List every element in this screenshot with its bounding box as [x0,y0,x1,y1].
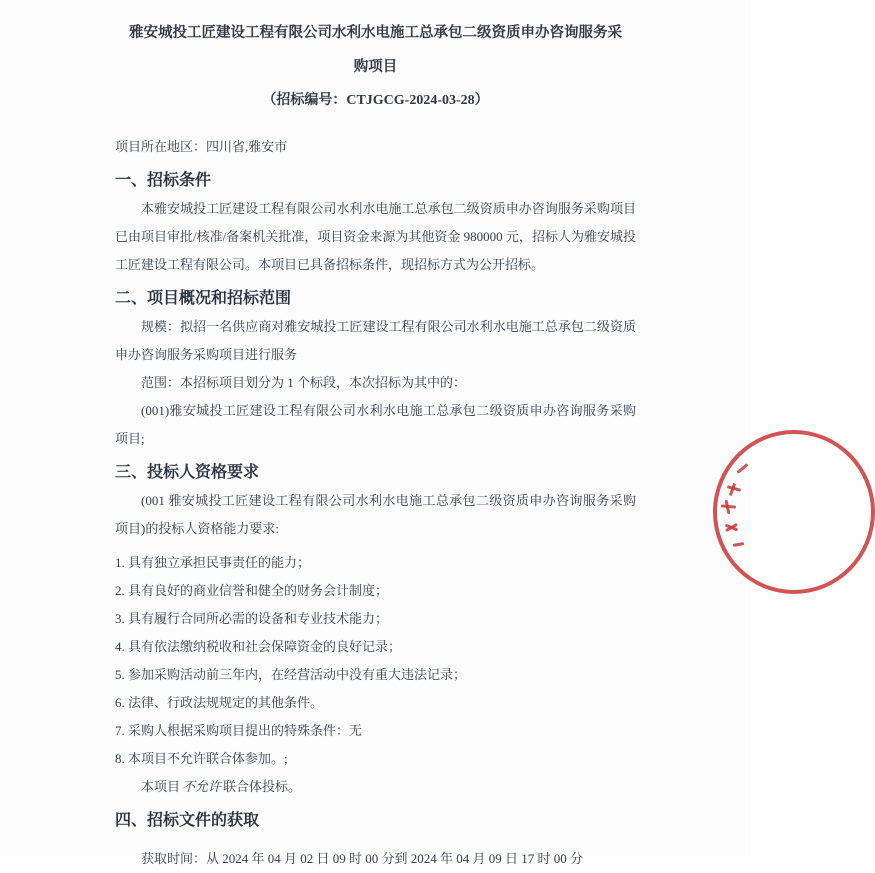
document-obtain-time: 获取时间：从 2024 年 04 月 02 日 09 时 00 分到 2024 年 04 月 09 日 17 时 00 分 [141,851,584,866]
consortium-note-italic: 不允许 [182,779,222,794]
qualification-item-3: 3. 具有履行合同所必需的设备和专业技术能力； [115,611,389,626]
consortium-note [115,773,636,801]
red-seal-stamp-arc [713,430,875,594]
title-block [0,0,751,118]
qualification-item-4: 4. 具有依法缴纳税收和社会保障资金的良好记录； [115,639,402,654]
document-body [115,133,636,873]
section-1-heading: 一、招标条件 [115,172,212,189]
page-title-line1: 雅安城投工匠建设工程有限公司水利水电施工总承包二级资质申办咨询服务采 [129,25,622,41]
project-location: 项目所在地区：四川省,雅安市 [115,139,288,154]
section-4-heading: 四、招标文件的获取 [115,812,260,829]
section-1-paragraph: 本雅安城投工匠建设工程有限公司水利水电施工总承包二级资质申办咨询服务采购项目已由项目审批/核准/备案机关批准，项目资金来源为其他资金 980000 元，招标人为雅安城投工匠建设工程有限公司。本项目已具备招标条件，现招标方式为公开招标。 [115,201,636,272]
section-3-intro: (001 雅安城投工匠建设工程有限公司水利水电施工总承包二级资质申办咨询服务采购项目)的投标人资格能力要求: [115,493,636,536]
qualification-item-7: 7. 采购人根据采购项目提出的特殊条件：无 [115,723,363,738]
section-3-heading: 三、投标人资格要求 [115,464,260,481]
qualification-requirement-list [115,549,636,773]
section-2-lot: (001)雅安城投工匠建设工程有限公司水利水电施工总承包二级资质申办咨询服务采购项目; [115,403,636,446]
page-title-line2: 购项目 [353,59,398,75]
qualification-item-6: 6. 法律、行政法规规定的其他条件。 [115,695,324,710]
qualification-item-8: 8. 本项目不允许联合体参加。; [115,751,288,766]
qualification-item-5: 5. 参加采购活动前三年内，在经营活动中没有重大违法记录； [115,667,467,682]
section-2-heading: 二、项目概况和招标范围 [115,290,292,307]
consortium-note-prefix: 本项目 [141,779,181,794]
qualification-item-2: 2. 具有良好的商业信誉和健全的财务会计制度； [115,583,389,598]
section-2-scope: 范围：本招标项目划分为 1 个标段，本次招标为其中的： [141,375,467,390]
consortium-note-suffix: 联合体投标。 [223,779,302,794]
qualification-item-1: 1. 具有独立承担民事责任的能力； [115,555,311,570]
tender-number: （招标编号：CTJGCG-2024-03-28） [262,93,489,108]
section-2-scale: 规模：拟招一名供应商对雅安城投工匠建设工程有限公司水利水电施工总承包二级资质申办咨询服务采购项目进行服务 [115,319,636,362]
